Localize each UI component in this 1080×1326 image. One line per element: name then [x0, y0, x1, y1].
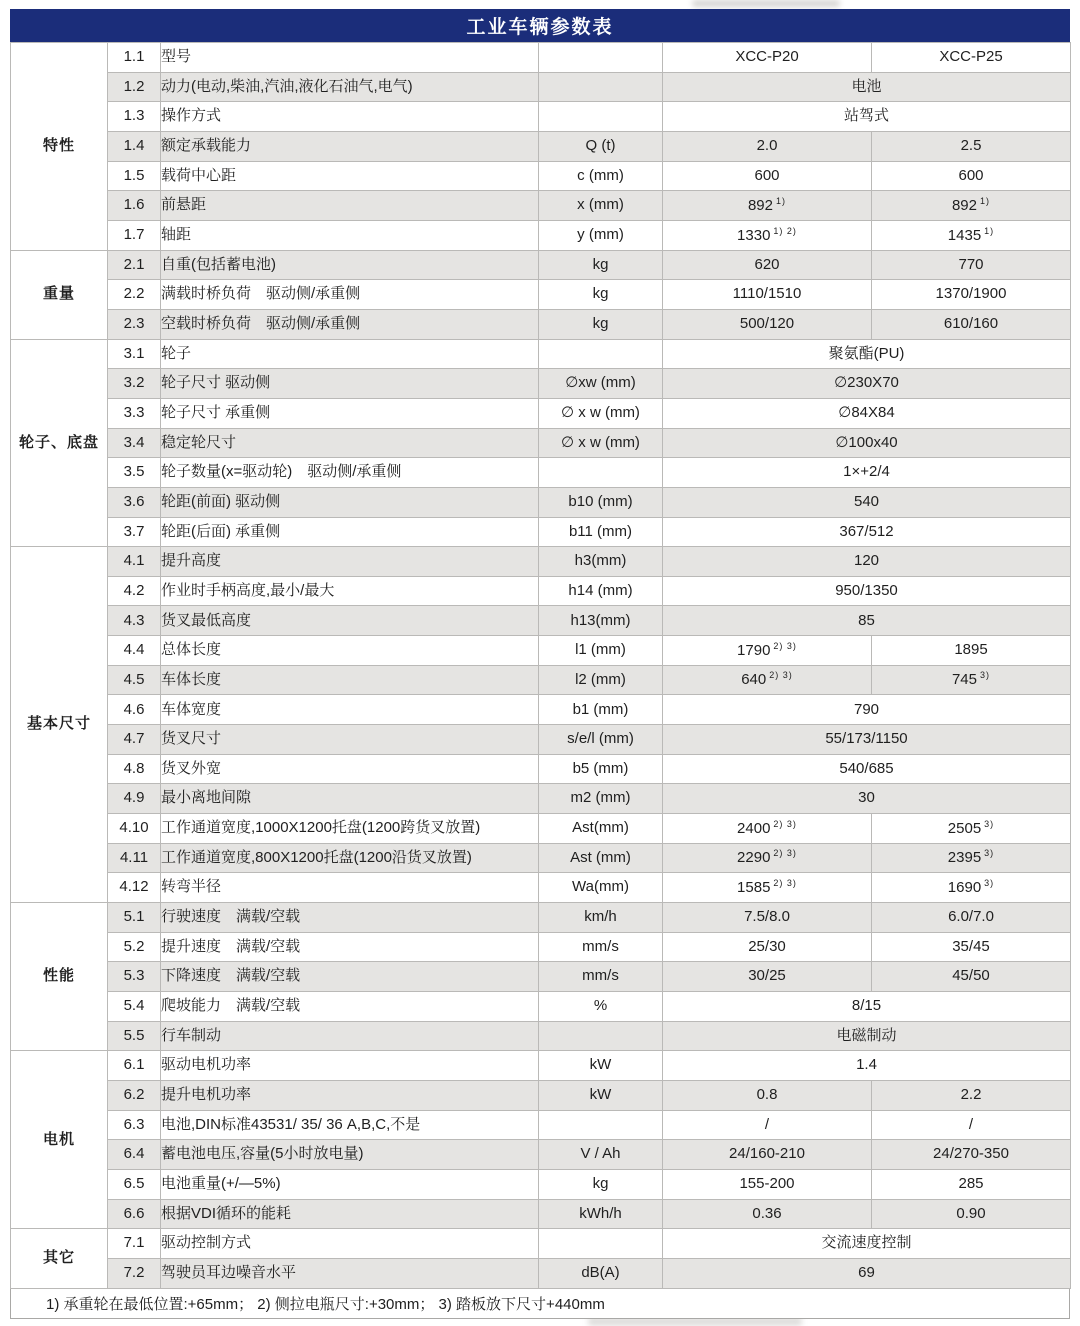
footnote-marker: 2) 3)	[773, 640, 797, 651]
value-cell-xcc-p25: 35/45	[872, 932, 1071, 962]
value-cell-xcc-p20: 25/30	[663, 932, 872, 962]
row-number-cell: 4.8	[108, 754, 161, 784]
row-number-cell: 1.4	[108, 131, 161, 161]
value-cell-span: 950/1350	[663, 576, 1071, 606]
category-cell: 性能	[11, 903, 108, 1051]
description-cell: 满载时桥负荷 驱动侧/承重侧	[161, 280, 539, 310]
row-number-cell: 5.1	[108, 903, 161, 933]
table-row	[11, 636, 1071, 666]
value-cell-xcc-p25: 285	[872, 1169, 1071, 1199]
value-cell-span: 1×+2/4	[663, 458, 1071, 488]
unit-cell: %	[539, 992, 663, 1022]
table-row	[11, 784, 1071, 814]
row-number-cell: 3.1	[108, 339, 161, 369]
description-cell: 工作通道宽度,1000X1200托盘(1200跨货叉放置)	[161, 814, 539, 844]
row-number-cell: 5.5	[108, 1021, 161, 1051]
value-cell-span: 8/15	[663, 992, 1071, 1022]
description-cell: 提升电机功率	[161, 1080, 539, 1110]
row-number-cell: 4.3	[108, 606, 161, 636]
footnote-marker: 3)	[984, 848, 995, 859]
row-number-cell: 1.5	[108, 161, 161, 191]
footnote-marker: 2) 3)	[773, 818, 797, 829]
footnote-marker: 3)	[980, 670, 991, 681]
value-cell-xcc-p20: XCC-P20	[663, 43, 872, 73]
value-cell-xcc-p25: 2395 $^{3)}$	[872, 843, 1071, 873]
value-cell-span: 电池	[663, 72, 1071, 102]
description-cell: 总体长度	[161, 636, 539, 666]
table-row	[11, 487, 1071, 517]
unit-cell: kg	[539, 309, 663, 339]
row-number-cell: 6.2	[108, 1080, 161, 1110]
table-row	[11, 1140, 1071, 1170]
unit-cell: h14 (mm)	[539, 576, 663, 606]
value-cell-span: 790	[663, 695, 1071, 725]
value-cell-xcc-p25: 2505 $^{3)}$	[872, 814, 1071, 844]
row-number-cell: 4.9	[108, 784, 161, 814]
table-row	[11, 191, 1071, 221]
table-row	[11, 814, 1071, 844]
row-number-cell: 3.7	[108, 517, 161, 547]
unit-cell: kg	[539, 280, 663, 310]
description-cell: 额定承载能力	[161, 131, 539, 161]
unit-cell: l2 (mm)	[539, 665, 663, 695]
row-number-cell: 3.3	[108, 398, 161, 428]
value-cell-span: 85	[663, 606, 1071, 636]
unit-cell: b10 (mm)	[539, 487, 663, 517]
table-row	[11, 458, 1071, 488]
row-number-cell: 4.5	[108, 665, 161, 695]
description-cell: 驱动控制方式	[161, 1229, 539, 1259]
unit-cell: b11 (mm)	[539, 517, 663, 547]
table-row	[11, 606, 1071, 636]
category-cell: 重量	[11, 250, 108, 339]
unit-cell: V / Ah	[539, 1140, 663, 1170]
value-cell-span: 聚氨酯(PU)	[663, 339, 1071, 369]
unit-cell: mm/s	[539, 932, 663, 962]
unit-cell: s/e/l (mm)	[539, 725, 663, 755]
value-cell-xcc-p25: /	[872, 1110, 1071, 1140]
value-cell-xcc-p20: /	[663, 1110, 872, 1140]
table-row	[11, 398, 1071, 428]
value-cell-span: 120	[663, 547, 1071, 577]
value-cell-span: 交流速度控制	[663, 1229, 1071, 1259]
table-row	[11, 754, 1071, 784]
description-cell: 行驶速度 满载/空载	[161, 903, 539, 933]
value-cell-xcc-p25: 45/50	[872, 962, 1071, 992]
unit-cell	[539, 102, 663, 132]
description-cell: 载荷中心距	[161, 161, 539, 191]
description-cell: 驱动电机功率	[161, 1051, 539, 1081]
category-cell: 特性	[11, 43, 108, 251]
table-row	[11, 280, 1071, 310]
table-row	[11, 992, 1071, 1022]
footnote-marker: 2) 3)	[773, 848, 797, 859]
description-cell: 货叉最低高度	[161, 606, 539, 636]
value-cell-xcc-p25: 24/270-350	[872, 1140, 1071, 1170]
row-number-cell: 4.12	[108, 873, 161, 903]
description-cell: 作业时手柄高度,最小/最大	[161, 576, 539, 606]
value-cell-xcc-p20: 155-200	[663, 1169, 872, 1199]
spec-sheet	[10, 9, 1070, 1319]
unit-cell: kW	[539, 1051, 663, 1081]
watermark-artifact-top	[692, 0, 840, 7]
unit-cell: mm/s	[539, 962, 663, 992]
description-cell: 轮距(后面) 承重侧	[161, 517, 539, 547]
value-cell-span: 55/173/1150	[663, 725, 1071, 755]
description-cell: 根据VDI循环的能耗	[161, 1199, 539, 1229]
table-row	[11, 428, 1071, 458]
row-number-cell: 4.2	[108, 576, 161, 606]
value-cell-xcc-p20: 620	[663, 250, 872, 280]
row-number-cell: 1.7	[108, 220, 161, 250]
value-cell-span: ∅100x40	[663, 428, 1071, 458]
value-cell-span: 540	[663, 487, 1071, 517]
footnote-marker: 1)	[776, 195, 787, 206]
unit-cell	[539, 72, 663, 102]
value-cell-xcc-p25: 2.5	[872, 131, 1071, 161]
unit-cell	[539, 1021, 663, 1051]
footnote-marker: 3)	[984, 818, 995, 829]
table-row	[11, 1169, 1071, 1199]
unit-cell: dB(A)	[539, 1258, 663, 1288]
value-cell-xcc-p25: 1895	[872, 636, 1071, 666]
row-number-cell: 6.1	[108, 1051, 161, 1081]
footnote-marker: 1) 2)	[773, 225, 797, 236]
row-number-cell: 2.2	[108, 280, 161, 310]
category-cell: 基本尺寸	[11, 547, 108, 903]
value-cell-span: ∅230X70	[663, 369, 1071, 399]
table-row	[11, 517, 1071, 547]
unit-cell: ∅xw (mm)	[539, 369, 663, 399]
value-cell-xcc-p25: 1435 $^{1)}$	[872, 220, 1071, 250]
value-cell-xcc-p25: 6.0/7.0	[872, 903, 1071, 933]
row-number-cell: 1.2	[108, 72, 161, 102]
value-cell-xcc-p20: 500/120	[663, 309, 872, 339]
row-number-cell: 4.1	[108, 547, 161, 577]
value-cell-xcc-p25: 610/160	[872, 309, 1071, 339]
description-cell: 车体长度	[161, 665, 539, 695]
description-cell: 行车制动	[161, 1021, 539, 1051]
row-number-cell: 7.2	[108, 1258, 161, 1288]
unit-cell: b5 (mm)	[539, 754, 663, 784]
unit-cell: y (mm)	[539, 220, 663, 250]
footnote-marker: 1)	[980, 195, 991, 206]
value-cell-xcc-p20: 892 $^{1)}$	[663, 191, 872, 221]
unit-cell: Ast(mm)	[539, 814, 663, 844]
table-row	[11, 547, 1071, 577]
description-cell: 驾驶员耳边噪音水平	[161, 1258, 539, 1288]
unit-cell	[539, 339, 663, 369]
value-cell-xcc-p20: 0.8	[663, 1080, 872, 1110]
value-cell-xcc-p25: 1370/1900	[872, 280, 1071, 310]
value-cell-xcc-p25: 0.90	[872, 1199, 1071, 1229]
value-cell-xcc-p20: 0.36	[663, 1199, 872, 1229]
row-number-cell: 2.3	[108, 309, 161, 339]
spec-table	[10, 42, 1071, 1289]
description-cell: 轮子尺寸 承重侧	[161, 398, 539, 428]
description-cell: 车体宽度	[161, 695, 539, 725]
row-number-cell: 1.6	[108, 191, 161, 221]
table-row	[11, 665, 1071, 695]
value-cell-xcc-p25: 1690 $^{3)}$	[872, 873, 1071, 903]
description-cell: 动力(电动,柴油,汽油,液化石油气,电气)	[161, 72, 539, 102]
table-row	[11, 220, 1071, 250]
description-cell: 轮子	[161, 339, 539, 369]
unit-cell: Wa(mm)	[539, 873, 663, 903]
description-cell: 转弯半径	[161, 873, 539, 903]
footnote: 1) 承重轮在最低位置:+65mm； 2) 侧拉电瓶尺寸:+30mm； 3) 踏板放下尺寸+440mm	[10, 1289, 1070, 1319]
page-title: 工业车辆参数表	[10, 9, 1070, 42]
description-cell: 下降速度 满载/空载	[161, 962, 539, 992]
table-row	[11, 1080, 1071, 1110]
row-number-cell: 3.4	[108, 428, 161, 458]
description-cell: 电池重量(+/—5%)	[161, 1169, 539, 1199]
unit-cell: kg	[539, 250, 663, 280]
category-cell: 其它	[11, 1229, 108, 1288]
unit-cell: Q (t)	[539, 131, 663, 161]
unit-cell: Ast (mm)	[539, 843, 663, 873]
unit-cell: h3(mm)	[539, 547, 663, 577]
table-row	[11, 1229, 1071, 1259]
row-number-cell: 1.3	[108, 102, 161, 132]
row-number-cell: 7.1	[108, 1229, 161, 1259]
unit-cell	[539, 1229, 663, 1259]
value-cell-xcc-p20: 1790 $^{2) 3)}$	[663, 636, 872, 666]
table-row	[11, 369, 1071, 399]
row-number-cell: 5.4	[108, 992, 161, 1022]
table-row	[11, 1051, 1071, 1081]
value-cell-xcc-p25: 745 $^{3)}$	[872, 665, 1071, 695]
row-number-cell: 5.2	[108, 932, 161, 962]
table-row	[11, 962, 1071, 992]
unit-cell: km/h	[539, 903, 663, 933]
value-cell-span: 站驾式	[663, 102, 1071, 132]
row-number-cell: 1.1	[108, 43, 161, 73]
footnote-marker: 2) 3)	[769, 670, 793, 681]
unit-cell	[539, 1110, 663, 1140]
unit-cell: ∅ x w (mm)	[539, 398, 663, 428]
description-cell: 提升速度 满载/空载	[161, 932, 539, 962]
unit-cell: b1 (mm)	[539, 695, 663, 725]
description-cell: 轴距	[161, 220, 539, 250]
row-number-cell: 2.1	[108, 250, 161, 280]
description-cell: 操作方式	[161, 102, 539, 132]
description-cell: 工作通道宽度,800X1200托盘(1200沿货叉放置)	[161, 843, 539, 873]
table-row	[11, 932, 1071, 962]
value-cell-xcc-p20: 1330 $^{1) 2)}$	[663, 220, 872, 250]
row-number-cell: 6.3	[108, 1110, 161, 1140]
table-row	[11, 72, 1071, 102]
row-number-cell: 6.6	[108, 1199, 161, 1229]
row-number-cell: 6.4	[108, 1140, 161, 1170]
table-row	[11, 1110, 1071, 1140]
value-cell-xcc-p20: 2400 $^{2) 3)}$	[663, 814, 872, 844]
description-cell: 型号	[161, 43, 539, 73]
table-row	[11, 725, 1071, 755]
description-cell: 货叉外宽	[161, 754, 539, 784]
value-cell-span: 30	[663, 784, 1071, 814]
value-cell-span: ∅84X84	[663, 398, 1071, 428]
row-number-cell: 4.4	[108, 636, 161, 666]
description-cell: 前悬距	[161, 191, 539, 221]
table-row	[11, 1258, 1071, 1288]
value-cell-xcc-p25: 2.2	[872, 1080, 1071, 1110]
value-cell-xcc-p20: 7.5/8.0	[663, 903, 872, 933]
table-row	[11, 576, 1071, 606]
table-row	[11, 1199, 1071, 1229]
table-row	[11, 131, 1071, 161]
value-cell-span: 367/512	[663, 517, 1071, 547]
description-cell: 蓄电池电压,容量(5小时放电量)	[161, 1140, 539, 1170]
footnote-marker: 3)	[984, 877, 995, 888]
value-cell-xcc-p25: 600	[872, 161, 1071, 191]
table-row	[11, 695, 1071, 725]
row-number-cell: 3.2	[108, 369, 161, 399]
footnote-marker: 1)	[984, 225, 995, 236]
value-cell-xcc-p20: 2290 $^{2) 3)}$	[663, 843, 872, 873]
value-cell-xcc-p20: 1585 $^{2) 3)}$	[663, 873, 872, 903]
table-row	[11, 903, 1071, 933]
table-row	[11, 873, 1071, 903]
row-number-cell: 4.6	[108, 695, 161, 725]
category-cell: 轮子、底盘	[11, 339, 108, 547]
row-number-cell: 5.3	[108, 962, 161, 992]
table-row	[11, 309, 1071, 339]
unit-cell: c (mm)	[539, 161, 663, 191]
row-number-cell: 3.5	[108, 458, 161, 488]
value-cell-xcc-p20: 1110/1510	[663, 280, 872, 310]
value-cell-span: 69	[663, 1258, 1071, 1288]
unit-cell: kWh/h	[539, 1199, 663, 1229]
unit-cell: kW	[539, 1080, 663, 1110]
row-number-cell: 3.6	[108, 487, 161, 517]
footnote-marker: 2) 3)	[773, 877, 797, 888]
value-cell-xcc-p20: 2.0	[663, 131, 872, 161]
value-cell-span: 1.4	[663, 1051, 1071, 1081]
row-number-cell: 6.5	[108, 1169, 161, 1199]
unit-cell	[539, 43, 663, 73]
value-cell-xcc-p20: 600	[663, 161, 872, 191]
description-cell: 轮子尺寸 驱动侧	[161, 369, 539, 399]
unit-cell: m2 (mm)	[539, 784, 663, 814]
description-cell: 自重(包括蓄电池)	[161, 250, 539, 280]
description-cell: 货叉尺寸	[161, 725, 539, 755]
value-cell-xcc-p25: 770	[872, 250, 1071, 280]
description-cell: 空载时桥负荷 驱动侧/承重侧	[161, 309, 539, 339]
description-cell: 轮距(前面) 驱动侧	[161, 487, 539, 517]
row-number-cell: 4.11	[108, 843, 161, 873]
description-cell: 稳定轮尺寸	[161, 428, 539, 458]
value-cell-span: 电磁制动	[663, 1021, 1071, 1051]
value-cell-xcc-p25: XCC-P25	[872, 43, 1071, 73]
value-cell-xcc-p25: 892 $^{1)}$	[872, 191, 1071, 221]
value-cell-xcc-p20: 30/25	[663, 962, 872, 992]
table-row	[11, 161, 1071, 191]
unit-cell: h13(mm)	[539, 606, 663, 636]
description-cell: 提升高度	[161, 547, 539, 577]
table-row	[11, 1021, 1071, 1051]
description-cell: 轮子数量(x=驱动轮) 驱动侧/承重侧	[161, 458, 539, 488]
value-cell-span: 540/685	[663, 754, 1071, 784]
row-number-cell: 4.7	[108, 725, 161, 755]
unit-cell	[539, 458, 663, 488]
value-cell-xcc-p20: 24/160-210	[663, 1140, 872, 1170]
description-cell: 最小离地间隙	[161, 784, 539, 814]
unit-cell: x (mm)	[539, 191, 663, 221]
table-row	[11, 339, 1071, 369]
description-cell: 爬坡能力 满载/空载	[161, 992, 539, 1022]
category-cell: 电机	[11, 1051, 108, 1229]
table-row	[11, 843, 1071, 873]
table-row	[11, 102, 1071, 132]
unit-cell: kg	[539, 1169, 663, 1199]
table-row	[11, 43, 1071, 73]
table-row	[11, 250, 1071, 280]
description-cell: 电池,DIN标准43531/ 35/ 36 A,B,C,不是	[161, 1110, 539, 1140]
unit-cell: ∅ x w (mm)	[539, 428, 663, 458]
value-cell-xcc-p20: 640 $^{2) 3)}$	[663, 665, 872, 695]
row-number-cell: 4.10	[108, 814, 161, 844]
unit-cell: l1 (mm)	[539, 636, 663, 666]
